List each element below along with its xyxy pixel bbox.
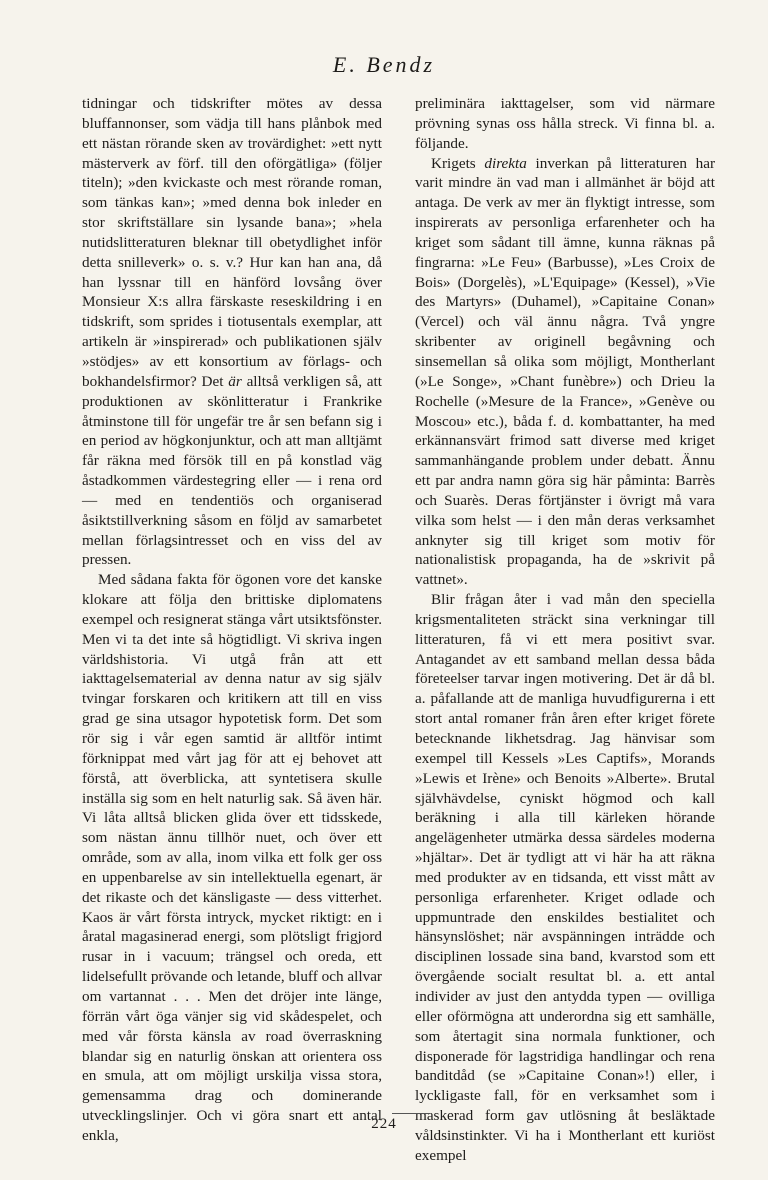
paragraph-text: Krigets	[431, 154, 485, 172]
emphasis: direkta	[484, 154, 527, 172]
paragraph: preliminära iakttagelser, som vid närmare prövning synas oss hålla streck. Vi finna bl. a. följande.	[415, 95, 715, 152]
paragraph	[82, 94, 382, 570]
paragraph-text: alltså verkligen så, att produktionen av skönlitteratur i Frankrike åtminstone till för ungefär tre år sen befann sig i en period av högkonjunktur, och att man alltjämt får räkna med försök till en på konstlad väg åstadkommen värdestegring eller — i rena ord — med en tendentiös och organiserad åsiktstillverkning såsom en följd av samarbetet mellan förlagsintresset och en viss del av pressen.	[82, 372, 382, 569]
emphasis: är	[228, 372, 242, 390]
paragraph-text: tidningar och tidskrifter mötes av dessa bluffannonser, som vädja till hans plånbok med ett nästan rörande sken av trovärdighet: »ett nytt mästerverk av förf. till den oförgätliga» (följer titeln); »den kvickaste och mest rörande roman, som tänkas kan»; »med denna bok inleder en stor skriftställare sin lysande bana»; »hela nutidslitteraturen bleknar till obetydlighet inför detta snilleverk» o. s. v.? Hur kan han ana, då han lyssnar till en hänförd lovsång över Monsieur X:s allra färskaste reseskildring i en tidskrift, som sprides i tiotusentals exemplar, att artikeln är »inspirerad» och publikationen själv »stödjes» av ett konsortium av förlags- och bokhandelsfirmor? Det	[82, 95, 382, 390]
left-column	[82, 94, 382, 1146]
running-head: E. Bendz	[332, 52, 436, 77]
page-number: 224	[371, 1116, 397, 1132]
paragraph: Blir frågan åter i vad mån den speciella krigsmentaliteten sträckt sina verkningar till litteraturen, få vi ett mera positivt svar. Antagandet av ett samband mellan dessa båda företeelser tarvar ingen motivering. Det är då bl. a. påfallande att de manliga huvudfigurerna i ett stort antal romaner från åren efter kriget förete betecknande likhetsdrag. Jag hänvisar som exempel till Kessels »Les Captifs», Morands »Lewis et Irène» och Benoits »Alberte». Brutal självhävdelse, cyniskt högmod och kall beräkning i alla till kärleken hörande angelägenheter utmärka dessa särdeles moderna »hjältar». Det är tydligt att vi här ha att räkna med produkter av en tidsanda, ett visst mått av personliga erfarenheter. Kriget odlade och uppmuntrade den enskildes bestialitet och hänsynslöshet; när avspänningen inträdde och disciplinen lossade sina band, kvarstod som ett övergående socialt resultat bl. a. ett antal individer av just den antydda typen — ovilliga eller oförmögna att underordna sig ett samhälle, som återtagit sina normala funktioner, och disponerade för lagstridiga handlingar och rena banditdåd (se »Capitaine Conan»!) eller, i lyckligaste fall, för en verksamhet som i maskerad form gav utlösning åt besläktade våldsinstinkter. Vi ha i Montherlant ett kuriöst exempel	[415, 591, 715, 1164]
paragraph: Med sådana fakta för ögonen vore det kanske klokare att följa den brittiske diplomatens exempel och resignerat stänga vårt utsiktsfönster. Men vi ta det inte så högtidligt. Vi skriva ingen världshistoria. Vi utgå från att ett iakttagelsematerial av denna natur av sig själv tvingar forskaren och kritikern att till en viss grad ge sina utsagor hypotetisk form. Det som rör sig i vår egen samtid är alltför intimt förknippat med vårt jag för att ej behovet att förstå, att överblicka, att syntetisera skulle inställa sig som en helt naturlig sak. Så även här. Vi låta alltså blicken glida över ett tidsskede, som nästan ännu tillhör nuet, och över ett område, som av alla, inom vilka ett folk ger oss en uppenbarelse av sin intellektuella egenart, är det rikaste och det känsligaste — dess vitterhet. Kaos är vårt första intryck, mycket riktigt: en i åratal magasinerad energi, som plötsligt frigjord rusar in i vacuum; trängsel och oreda, ett lidelsefullt prövande och letande, bluff och allvar om vartannat . . . Men det dröjer inte länge, förrän vårt öga vänjer sig vid skådespelet, och med vår första känsla av road överraskning blandar sig en naturlig önskan att orientera oss en smula, att om möjligt urskilja vissa stora, gemensamma drag och dominerande utvecklingslinjer. Och vi göra snart ett antal enkla,	[82, 571, 382, 1144]
paragraph	[415, 154, 715, 591]
footer-rule	[392, 1113, 430, 1114]
paragraph-text: inverkan på litteraturen har varit mindre än vad man i allmänhet är böjd att antaga. De verk av mer än flyktigt intresse, som inspirerats av personliga erfarenheter och ha kriget som sådant till ämne, kunna räknas på fingrarna: »Le Feu» (Barbusse), »Les Croix de Bois» (Dorgelès), »L'Equipage» (Kessel), »Vie des Martyrs» (Duhamel), »Capitaine Conan» (Vercel) och väl ännu några. Två yngre skribenter av originell begåvning och sinsemellan så olika som möjligt, Montherlant (»Le Songe», »Chant funèbre») och Drieu la Rochelle (»Mesure de la France», »Genève ou Moscou» etc.), båda f. d. kombattanter, ha med erkännansvärt frimod satt diverse med kriget sammanhängande problem under debatt. Ännu ett par andra namn göra sig här påminta: Barrès och Suarès. Deras förtjänster i övrigt må vara vilka som helst — i den mån deras verksamhet anknyter sig till kriget som motiv för nationalistisk propaganda, ha de »skrivit på vattnet».	[415, 154, 716, 589]
right-column	[415, 94, 715, 1166]
